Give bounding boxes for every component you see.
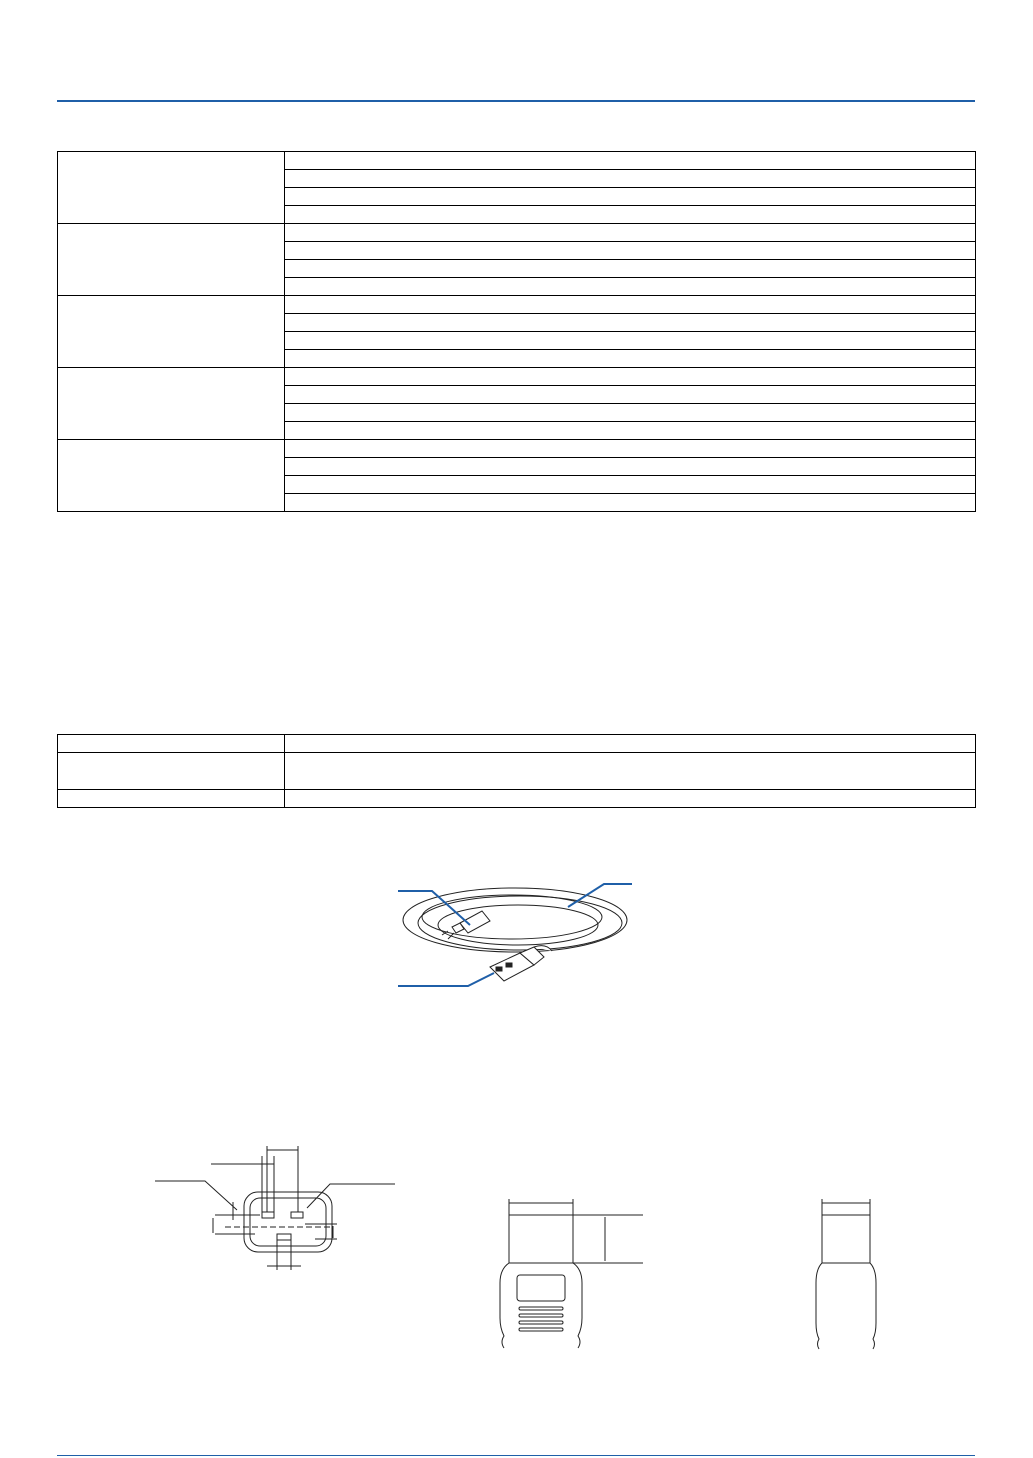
table-group-label [58,224,285,296]
table-cell [285,368,976,386]
table-cell [285,458,976,476]
spec-table-secondary [57,734,976,808]
table-cell [285,790,976,808]
plug-side-view-diagram [495,1195,655,1350]
table-cell [285,188,976,206]
table-cell-label [58,753,285,790]
table-cell [285,350,976,368]
header-rule [57,100,975,102]
table-cell [285,753,976,790]
table-row [58,368,976,386]
table-cell [285,735,976,753]
footer-rule [57,1455,975,1456]
table-cell-label [58,790,285,808]
table-group-label [58,152,285,224]
table-cell [285,260,976,278]
table-row [58,753,976,790]
table-cell [285,242,976,260]
table-cell [285,494,976,512]
table-cell-label [58,735,285,753]
table-cell [285,404,976,422]
table-cell [285,278,976,296]
table-cell [285,152,976,170]
table-row [58,152,976,170]
callout-line [568,884,632,907]
table-cell [285,422,976,440]
plug-side-view-diagram [810,1195,890,1350]
table-cell [285,224,976,242]
table-group-label [58,440,285,512]
power-cord-illustration [390,875,650,995]
table-cell [285,386,976,404]
callout-line [307,1184,395,1208]
table-row [58,735,976,753]
callout-line [398,973,494,986]
table-cell [285,314,976,332]
table-row [58,790,976,808]
table-cell [285,296,976,314]
table-cell [285,440,976,458]
spec-table [57,151,976,512]
table-row [58,224,976,242]
connector-face-diagram [155,1140,400,1275]
table-cell [285,206,976,224]
table-row [58,440,976,458]
table-group-label [58,368,285,440]
table-cell [285,332,976,350]
table-group-label [58,296,285,368]
table-cell [285,476,976,494]
table-row [58,296,976,314]
callout-line [155,1181,237,1210]
table-cell [285,170,976,188]
